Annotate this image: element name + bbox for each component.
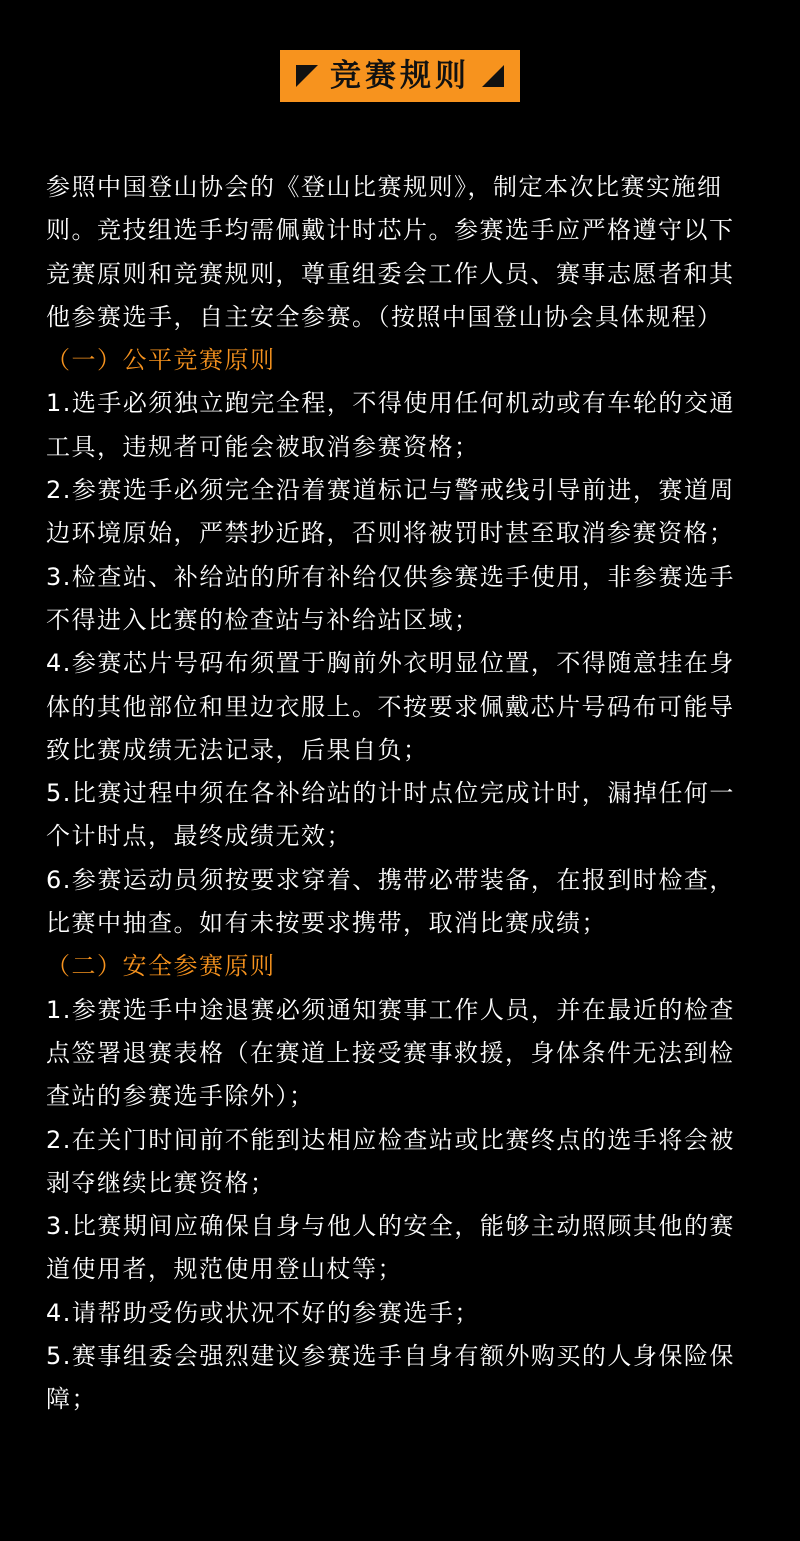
page-title: 竞赛规则 xyxy=(330,58,470,94)
header xyxy=(0,50,800,102)
rule-item: 2.在关门时间前不能到达相应检查站或比赛终点的选手将会被剥夺继续比赛资格； xyxy=(46,1125,735,1197)
rule-item: 5.赛事组委会强烈建议参赛选手自身有额外购买的人身保险保障； xyxy=(46,1342,735,1414)
rule-item: 4.请帮助受伤或状况不好的参赛选手； xyxy=(46,1298,480,1327)
rule-item: 1.参赛选手中途退赛必须通知赛事工作人员，并在最近的检查点签署退赛表格（在赛道上接受赛事救援，身体条件无法到检查站的参赛选手除外）； xyxy=(46,995,735,1111)
rules-content xyxy=(46,166,758,1422)
rule-item: 3.比赛期间应确保自身与他人的安全，能够主动照顾其他的赛道使用者，规范使用登山杖等； xyxy=(46,1212,735,1284)
rule-item: 4.参赛芯片号码布须置于胸前外衣明显位置，不得随意挂在身体的其他部位和里边衣服上。不按要求佩戴芯片号码布可能导致比赛成绩无法记录，后果自负； xyxy=(46,649,735,764)
rule-item: 2.参赛选手必须完全沿着赛道标记与警戒线引导前进，赛道周边环境原始，严禁抄近路，否则将被罚时甚至取消参赛资格； xyxy=(46,476,735,548)
title-banner xyxy=(280,50,520,102)
section-heading-fair-play: （一）公平竞赛原则 xyxy=(46,346,276,375)
rule-item: 6.参赛运动员须按要求穿着、携带必带装备，在报到时检查，比赛中抽查。如有未按要求携带，取消比赛成绩； xyxy=(46,865,735,938)
rule-item: 5.比赛过程中须在各补给站的计时点位完成计时，漏掉任何一个计时点，最终成绩无效； xyxy=(46,779,735,851)
section-heading-safety: （二）安全参赛原则 xyxy=(46,952,276,981)
rule-item: 3.检查站、补给站的所有补给仅供参赛选手使用，非参赛选手不得进入比赛的检查站与补给站区域； xyxy=(46,562,735,634)
intro-paragraph: 参照中国登山协会的《登山比赛规则》，制定本次比赛实施细则。竞技组选手均需佩戴计时芯片。参赛选手应严格遵守以下竞赛原则和竞赛规则，尊重组委会工作人员、赛事志愿者和其他参赛选手，自主安全参赛。（按照中国登山协会具体规程） xyxy=(46,173,735,331)
rule-item: 1.选手必须独立跑完全程，不得使用任何机动或有车轮的交通工具，违规者可能会被取消参赛资格； xyxy=(46,389,735,461)
triangle-top-left-icon xyxy=(296,65,318,87)
triangle-bottom-right-icon xyxy=(482,65,504,87)
